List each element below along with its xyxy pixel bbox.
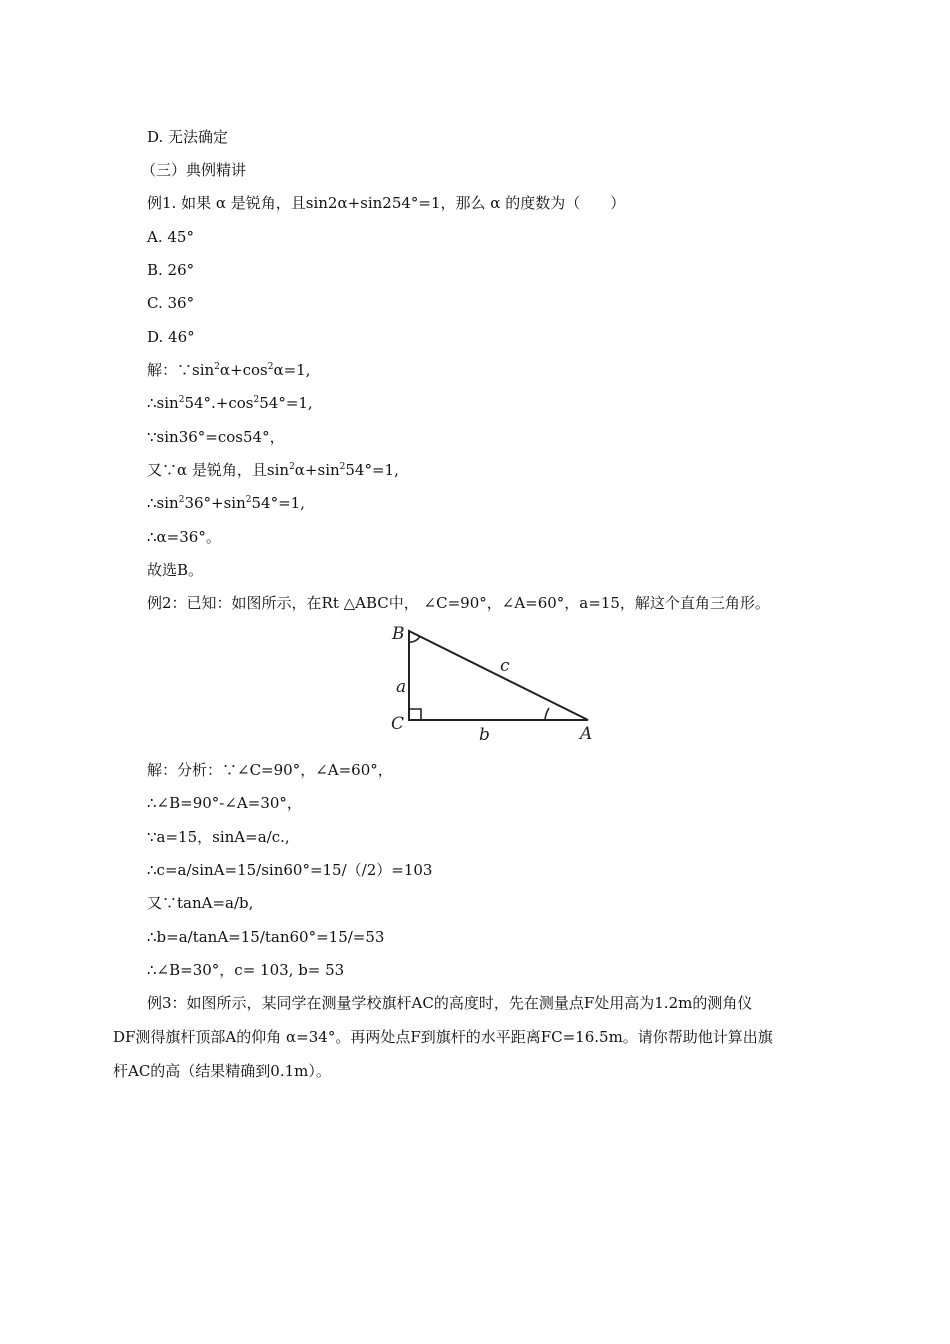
vertex-label-b: B: [392, 624, 405, 644]
angle-b-arc: [409, 636, 420, 642]
example3-line: 杆AC的高（结果精确到0.1m）。: [113, 1062, 331, 1080]
example1-option-a: A. 45°: [147, 228, 194, 246]
example1-option-b: B. 26°: [147, 261, 195, 279]
vertex-label-a: A: [580, 724, 593, 743]
example3-line: 例3：如图所示，某同学在测量学校旗杆AC的高度时，先在测量点F处用高为1.2m的测角仪: [147, 994, 753, 1012]
example2-solution-line: ∴∠B=90°-∠A=30°，: [147, 794, 302, 812]
example1-solution-line: 故选B。: [147, 561, 204, 579]
example2-solution-line: ∴∠B=30°，c= 103, b= 53: [147, 961, 345, 979]
example1-solution-line: $\therefore\sin^254^\circ.+\cos^254^\circ=1$,: [147, 394, 313, 412]
example1-solution-line: 又∵α 是锐角，且$\sin^2\alpha+\sin^254^\circ=1$,: [147, 461, 399, 479]
example1-option-d: D. 46°: [147, 328, 195, 346]
section-heading: （三）典例精讲: [141, 161, 247, 179]
example1-solution-line: 解：$\because\sin^2\alpha+\cos^2\alpha=1$,: [147, 361, 311, 379]
vertex-label-c: C: [391, 714, 405, 734]
example2-question: 例2：已知：如图所示，在Rt △ABC中， ∠C=90°，∠A=60°，a=15，解这个直角三角形。: [147, 594, 770, 612]
angle-a-arc: [545, 708, 549, 720]
side-label-a: a: [396, 677, 407, 697]
example2-solution-line: ∴c=a/sinA=15/sin60°=15/（/2）=103: [147, 861, 433, 879]
triangle-shape: [409, 631, 588, 720]
right-angle-mark: [409, 709, 421, 720]
example1-solution-line: ∵sin36°=cos54°，: [147, 428, 285, 446]
example1-question: 例1. 如果 α 是锐角，且sin2α+sin254°=1，那么 α 的度数为（ ）: [147, 194, 626, 212]
example2-solution-line: 又∵tanA=a/b,: [147, 894, 254, 912]
example2-solution-line: ∴b=a/tanA=15/tan60°=15/=53: [147, 928, 385, 946]
example1-solution-line: ∴α=36°。: [147, 528, 221, 546]
example3-line: DF测得旗杆顶部A的仰角 α=34°。再两处点F到旗杆的水平距离FC=16.5m。请你帮助他计算出旗: [113, 1028, 773, 1046]
example2-solution-line: 解：分析：∵∠C=90°，∠A=60°，: [147, 761, 393, 779]
example1-solution-line: $\therefore\sin^236^\circ+\sin^254^\circ=1$,: [147, 494, 305, 512]
side-label-b: b: [479, 725, 490, 743]
example2-solution-line: ∵a=15，sinA=a/c.,: [147, 828, 290, 846]
option-d-previous: D. 无法确定: [147, 128, 229, 146]
side-label-c: c: [500, 656, 510, 676]
example1-option-c: C. 36°: [147, 294, 195, 312]
right-triangle-figure: [388, 621, 596, 743]
